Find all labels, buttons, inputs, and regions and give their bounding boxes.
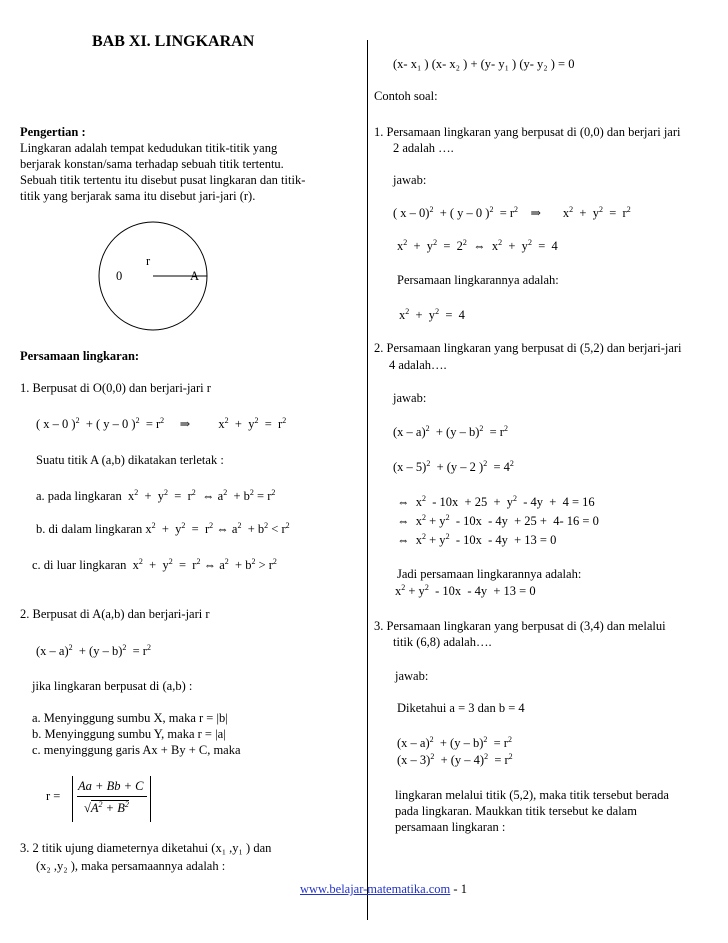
formula-r-label: r = <box>46 789 61 803</box>
footer-site-link[interactable]: www.belajar-matematika.com <box>300 882 451 896</box>
diameter-equation: (x- x₁ ) (x- x₂ ) + (y- y₁ ) (y- y₂ ) = 0 <box>393 57 575 71</box>
example-2-step-2: (x – 5)$^2$ + (y – 2 )$^2 = 4^2$ <box>393 459 514 474</box>
circle-diagram <box>85 220 225 340</box>
example-2-jadi: Jadi persamaan lingkarannya adalah: <box>397 567 582 581</box>
page-title: BAB XI. LINGKARAN <box>92 33 255 50</box>
section-1-equation: ( x – 0 )$^2$ + ( y – 0 )$^2 = r^2$ ⇒ $x^2 + y^2 = r^2$ <box>36 416 287 431</box>
pengertian-heading: Pengertian : <box>20 125 86 139</box>
diagram-center-label: 0 <box>116 269 123 283</box>
section-1-case-b: b. di dalam lingkaran $x^2 + y^2 = r^2$ ⇔ $a^2 + b^2 < r^2$ <box>36 521 290 536</box>
formula-fraction-bar <box>77 796 147 797</box>
example-1-result-label: Persamaan lingkarannya adalah: <box>397 273 559 287</box>
example-1-result: $x^2 + y^2 = 4$ <box>399 307 465 322</box>
example-3-line-1: 3. Persamaan lingkaran yang berpusat di (3,4) dan melalui <box>374 619 666 633</box>
formula-abs-left <box>72 776 73 822</box>
example-1-line-1: 1. Persamaan lingkaran yang berpusat di (0,0) dan berjari jari <box>374 125 681 139</box>
example-2-jawab: jawab: <box>393 391 427 405</box>
example-3-line-2: titik (6,8) adalah…. <box>393 635 492 649</box>
formula-numerator: Aa + Bb + C <box>78 779 144 793</box>
column-divider <box>367 40 368 920</box>
contoh-soal-heading: Contoh soal: <box>374 89 438 103</box>
section-2-case-b: b. Menyinggung sumbu Y, maka r = |a| <box>32 727 226 741</box>
footer <box>300 881 467 897</box>
pengertian-line-1: Lingkaran adalah tempat kedudukan titik-titik yang <box>20 141 278 155</box>
diagram-point-label: A <box>190 269 200 283</box>
example-2-result: $x^2 + y^2 - 10x - 4y + 13 = 0$ <box>395 583 536 598</box>
example-3-para-1: lingkaran melalui titik (5,2), maka titik tersebut berada <box>395 788 669 802</box>
section-2-title: 2. Berpusat di A(a,b) dan berjari-jari r <box>20 607 210 621</box>
section-3-line-2: (x₂ ,y₂ ), maka persamaannya adalah : <box>36 859 226 873</box>
example-2-line-2: 4 adalah…. <box>389 358 447 372</box>
section-1-case-c: c. di luar lingkaran $x^2 + y^2 = r^2$ ⇔ $a^2 + b^2 > r^2$ <box>32 557 277 572</box>
section-1-case-a: a. pada lingkaran $x^2 + y^2 = r^2$ ⇔ $a^2 + b^2 = r^2$ <box>36 488 276 503</box>
section-2-radius-formula <box>46 772 176 824</box>
section-1-title: 1. Berpusat di O(0,0) dan berjari-jari r <box>20 381 211 395</box>
example-3-para-2: pada lingkaran. Maukkan titik tersebut ke dalam <box>395 804 637 818</box>
persamaan-heading: Persamaan lingkaran: <box>20 349 140 363</box>
example-2-step-5: ⇔ $x^2 + y^2 - 10x - 4y + 13 = 0$ <box>397 532 557 547</box>
example-2-line-1: 2. Persamaan lingkaran yang berpusat di (5,2) dan berjari-jari <box>374 341 682 355</box>
diagram-radius-label: r <box>146 254 151 268</box>
example-1-step-2: $x^2 + y^2 = 2^2$ ⇔ $x^2 + y^2 = 4$ <box>397 238 558 253</box>
pengertian-line-4: titik yang berjarak sama itu disebut jari-jari (r). <box>20 189 256 203</box>
section-3-line-1: 3. 2 titik ujung diameternya diketahui (x₁ ,y₁ ) dan <box>20 841 272 855</box>
example-3-step-2: $(x - 3)^2 + (y - 4)^2 = r^2$ <box>397 752 513 767</box>
section-2-pusat: jika lingkaran berpusat di (a,b) : <box>32 679 193 693</box>
example-3-step-1: $(x - a)^2 + (y - b)^2 = r^2$ <box>397 735 512 750</box>
section-1-terletak: Suatu titik A (a,b) dikatakan terletak : <box>36 453 224 467</box>
pengertian-line-2: berjarak konstan/sama terhadap sebuah titik tertentu. <box>20 157 284 171</box>
example-1-line-2: 2 adalah …. <box>393 141 454 155</box>
example-2-step-1: $(x - a)^2 + (y - b)^2 = r^2$ <box>393 424 508 439</box>
footer-separator: - <box>453 882 458 896</box>
section-2-case-a: a. Menyinggung sumbu X, maka r = |b| <box>32 711 228 725</box>
example-3-jawab: jawab: <box>395 669 429 683</box>
pengertian-line-3: Sebuah titik tertentu itu disebut pusat lingkaran dan titik- <box>20 173 306 187</box>
example-1-step-1: ( x – 0)$^2$ + ( y – 0 )$^2 = r^2$ ⇒ $x^2 + y^2 = r^2$ <box>393 205 631 220</box>
example-1-jawab: jawab: <box>393 173 427 187</box>
section-2-equation: $(x - a)^2 + (y - b)^2 = r^2$ <box>36 643 151 658</box>
formula-denominator: $√A^2 + B^2$ <box>84 800 129 815</box>
example-3-para-3: persamaan lingkaran : <box>395 820 506 834</box>
example-2-step-4: ⇔ $x^2 + y^2 - 10x - 4y + 25 + 4-$ 16 = 0 <box>397 513 599 528</box>
example-3-diketahui: Diketahui a = 3 dan b = 4 <box>397 701 525 715</box>
example-2-step-3: ⇔ $x^2 - 10x + 25 + y^2 - 4y + 4 = 16$ <box>397 494 595 509</box>
formula-abs-right <box>150 776 151 822</box>
footer-page-number: 1 <box>460 882 467 896</box>
section-2-case-c: c. menyinggung garis Ax + By + C, maka <box>32 743 241 757</box>
